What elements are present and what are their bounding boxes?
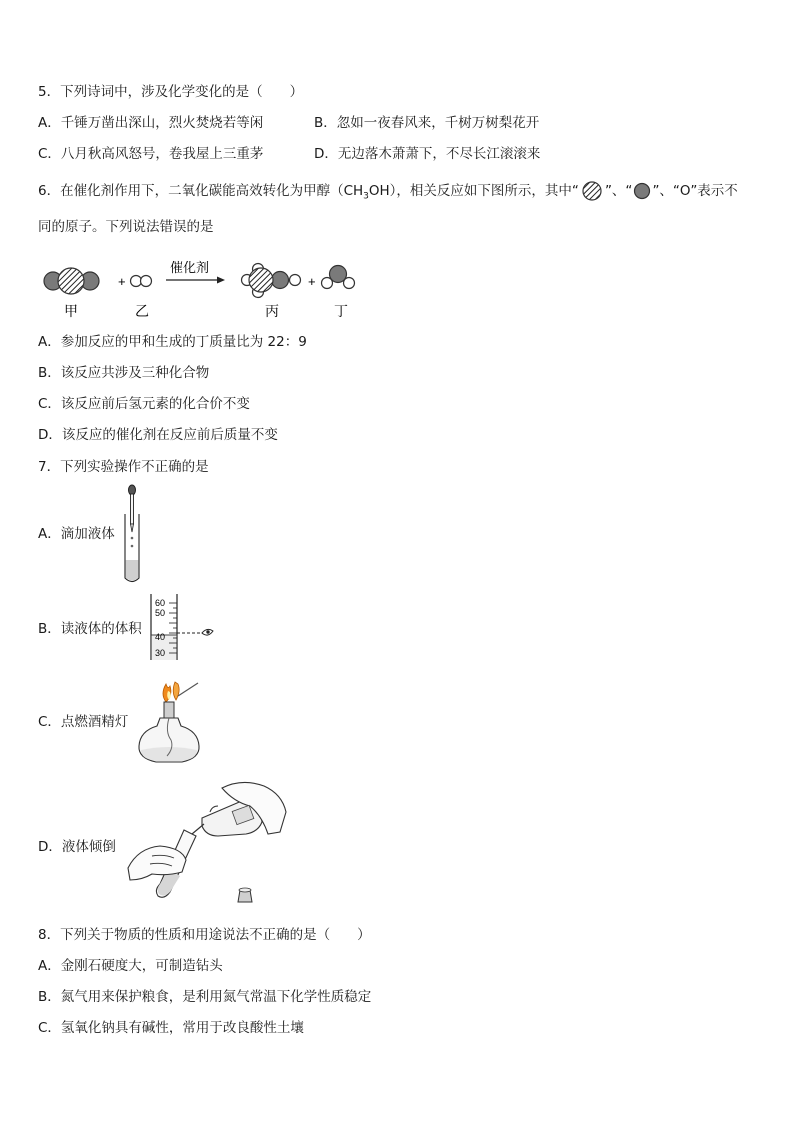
molecule-yi xyxy=(131,276,152,287)
liquid-pouring-figure xyxy=(122,776,290,906)
q6-stem: 6．在催化剂作用下，二氧化碳能高效转化为甲醇$(CH_3OH)$，相关反应如下图所示，其中“ ”、“ ”、“O”表示不 xyxy=(38,183,738,202)
molecule-bing xyxy=(242,264,301,298)
q5-option-a: A．千锤万凿出深山，烈火焚烧若等闲 xyxy=(38,115,264,131)
label-ding: 丁 xyxy=(334,303,348,319)
q7-stem: 7．下列实验操作不正确的是 xyxy=(38,459,209,475)
plus-sign-1: + xyxy=(118,274,126,289)
q7-option-b: B．读液体的体积 xyxy=(38,621,142,637)
reaction-diagram xyxy=(36,258,366,324)
tick-label-40: 40 xyxy=(155,632,166,642)
q5-option-d: D．无边落木萧萧下，不尽长江滚滚来 xyxy=(314,146,541,162)
q5-option-b: B．忽如一夜春风来，千树万树梨花开 xyxy=(314,115,540,131)
hatched-atom-icon xyxy=(579,181,605,201)
q6-option-d: D．该反应的催化剂在反应前后质量不变 xyxy=(38,427,278,443)
q7-option-a: A．滴加液体 xyxy=(38,526,115,542)
arrow-head-icon xyxy=(217,277,225,284)
grey-atom-icon xyxy=(632,182,652,200)
q6-option-a: A．参加反应的甲和生成的丁质量比为 22：9 xyxy=(38,334,307,350)
label-bing: 丙 xyxy=(265,303,279,319)
molecule-jia xyxy=(44,268,99,294)
molecule-ding xyxy=(322,266,355,289)
tick-label-60: 60 xyxy=(155,598,166,608)
label-yi: 乙 xyxy=(135,303,149,319)
q8-stem: 8．下列关于物质的性质和用途说法不正确的是（ ） xyxy=(38,927,371,943)
tick-label-50: 50 xyxy=(155,608,166,618)
q5-option-c: C．八月秋高风怒号，卷我屋上三重茅 xyxy=(38,146,264,162)
plus-sign-2: + xyxy=(308,274,316,289)
q8-option-a: A．金刚石硬度大，可制造钻头 xyxy=(38,958,223,974)
q5-stem: 5．下列诗词中，涉及化学变化的是（ ） xyxy=(38,84,304,100)
q6-option-b: B．该反应共涉及三种化合物 xyxy=(38,365,210,381)
q7-option-d: D．液体倾倒 xyxy=(38,839,116,855)
q6-stem-line2: 同的原子。下列说法错误的是 xyxy=(38,219,214,235)
dropper-test-tube-figure xyxy=(118,484,148,586)
tick-label-30: 30 xyxy=(155,648,166,658)
catalyst-label: 催化剂 xyxy=(170,260,210,275)
q6-option-c: C．该反应前后氢元素的化合价不变 xyxy=(38,396,250,412)
q8-option-b: B．氮气用来保护粮食，是利用氮气常温下化学性质稳定 xyxy=(38,989,372,1005)
q7-option-c: C．点燃酒精灯 xyxy=(38,714,129,730)
label-jia: 甲 xyxy=(64,303,78,319)
q8-option-c: C．氢氧化钠具有碱性，常用于改良酸性土壤 xyxy=(38,1020,304,1036)
graduated-cylinder-figure xyxy=(146,592,218,662)
alcohol-lamp-figure xyxy=(134,674,208,770)
